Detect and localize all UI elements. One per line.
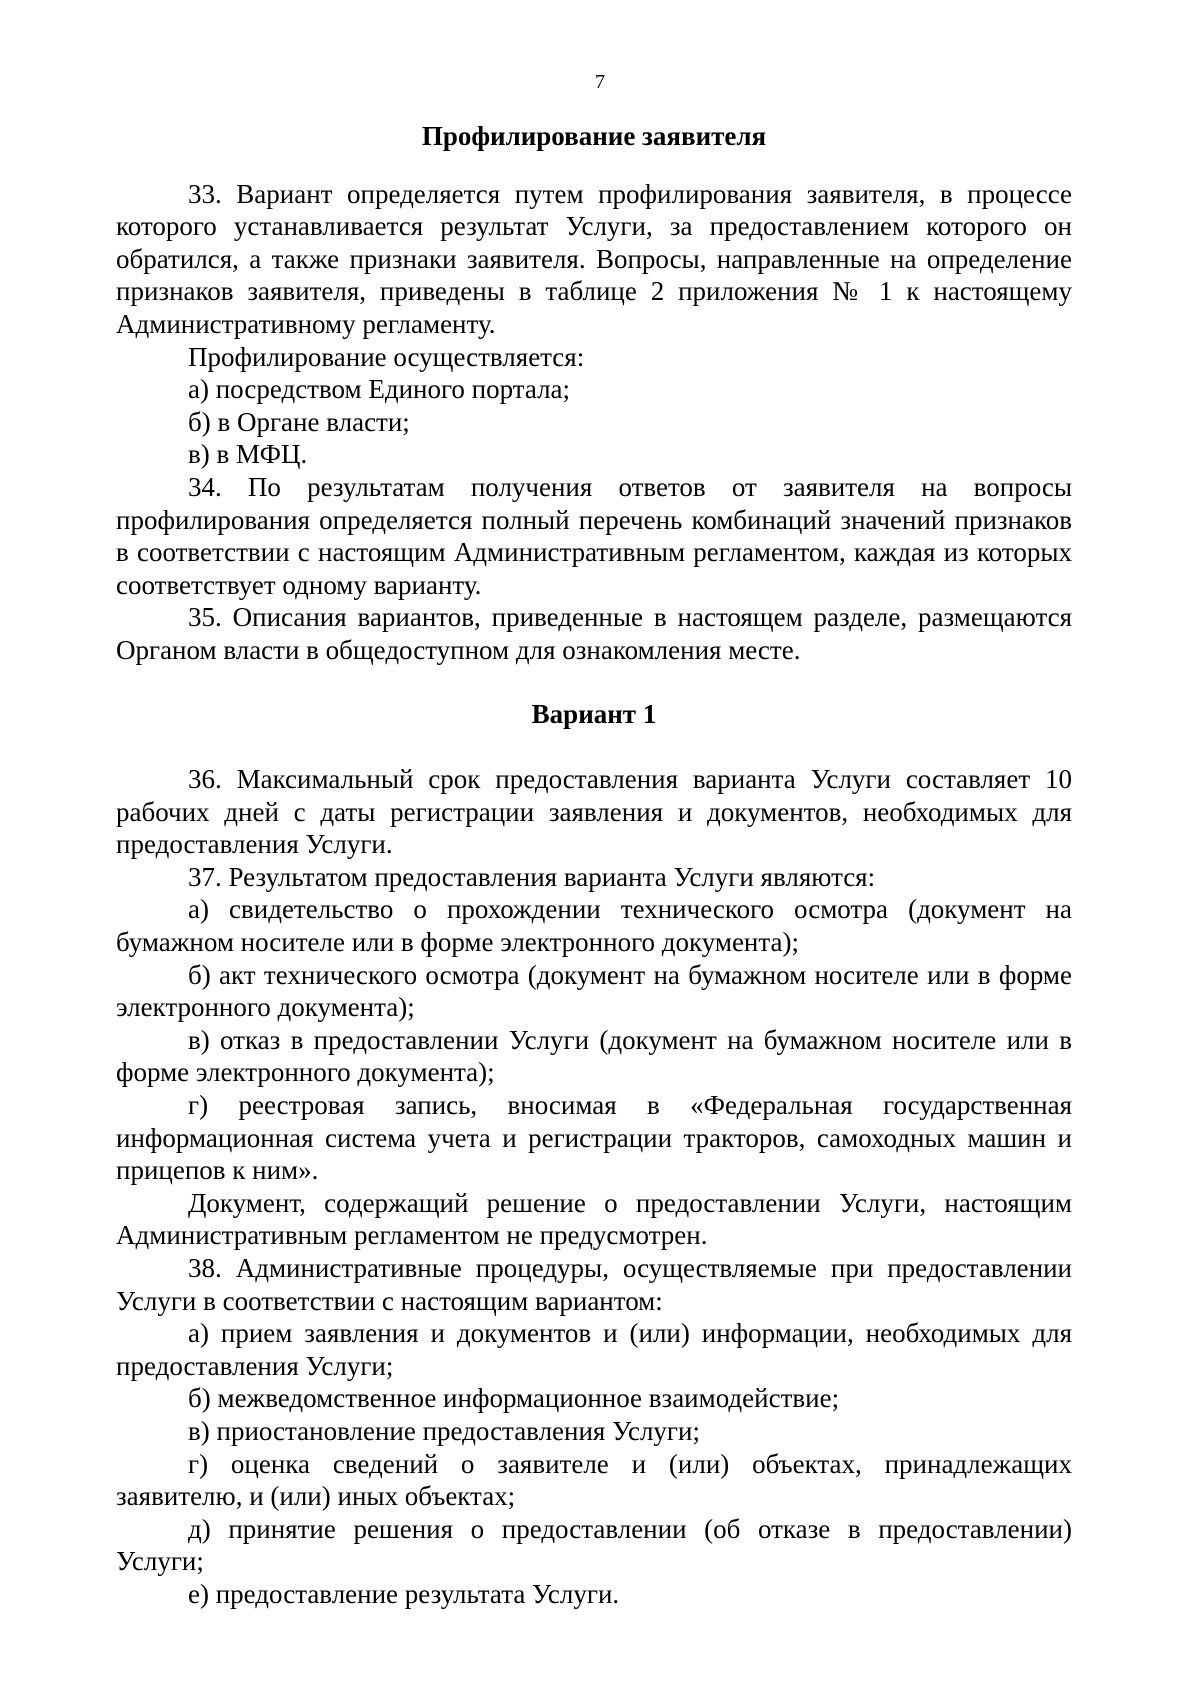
paragraph-36: 36. Максимальный срок предоставления варианта Услуги составляет 10 рабочих дней с даты регистрации заявления и документов, необходимых для предоставления Услуги. xyxy=(116,764,1072,860)
list-item-a: а) посредством Единого портала; xyxy=(188,374,571,405)
paragraph-34: 34. По результатам получения ответов от заявителя на вопросы профилирования определяется полный перечень комбинаций значений признаков в соответствии с настоящим Административным регламентом, каждая из которых соответствует одному варианту. xyxy=(116,471,1072,600)
list-item-v: в) приостановление предоставления Услуги; xyxy=(188,1415,700,1446)
paragraph-profiling-intro: Профилирование осуществляется: xyxy=(188,341,585,372)
section-title-profiling: Профилирование заявителя xyxy=(421,121,767,151)
list-item-g: г) реестровая запись, вносимая в «Федеральная государственная информационная система учета и регистрации тракторов, самоходных машин и прицепов к ним». xyxy=(116,1090,1072,1186)
list-item-e: е) предоставление результата Услуги. xyxy=(188,1578,620,1609)
list-item-a: а) прием заявления и документов и (или) информации, необходимых для предоставления Услуги; xyxy=(116,1318,1072,1381)
list-item-b: б) межведомственное информационное взаимодействие; xyxy=(188,1383,840,1414)
paragraph-33: 33. Вариант определяется путем профилирования заявителя, в процессе которого устанавливается результат Услуги, за предоставлением которого он обратился, а также признаки заявителя. Вопросы, направленные на определение признаков заявителя, приведены в таблице 2 приложения № 1 к настоящему Административному регламенту. xyxy=(116,178,1072,339)
paragraph-38: 38. Административные процедуры, осуществляемые при предоставлении Услуги в соответствии с настоящим вариантом: xyxy=(116,1253,1072,1316)
paragraph-35: 35. Описания вариантов, приведенные в настоящем разделе, размещаются Органом власти в общедоступном для ознакомления месте. xyxy=(116,602,1072,665)
page-number: 7 xyxy=(595,71,605,93)
paragraph-37: 37. Результатом предоставления варианта Услуги являются: xyxy=(188,861,876,892)
list-item-d: д) принятие решения о предоставлении (об отказе в предоставлении) Услуги; xyxy=(116,1513,1072,1577)
list-item-v: в) отказ в предоставлении Услуги (документ на бумажном носителе или в форме электронного документа); xyxy=(116,1024,1072,1088)
section-title-variant-1: Вариант 1 xyxy=(531,698,657,729)
list-item-v: в) в МФЦ. xyxy=(188,439,308,470)
list-item-b: б) в Органе власти; xyxy=(188,406,410,437)
list-item-a: а) свидетельство о прохождении технического осмотра (документ на бумажном носителе или в форме электронного документа); xyxy=(116,894,1072,958)
document-body xyxy=(116,120,1072,1611)
list-item-b: б) акт технического осмотра (документ на бумажном носителе или в форме электронного документа); xyxy=(116,959,1072,1023)
paragraph-decision-document: Документ, содержащий решение о предоставлении Услуги, настоящим Административным регламентом не предусмотрен. xyxy=(116,1187,1072,1251)
list-item-g: г) оценка сведений о заявителе и (или) объектах, принадлежащих заявителю, и (или) иных объектах; xyxy=(116,1448,1072,1512)
